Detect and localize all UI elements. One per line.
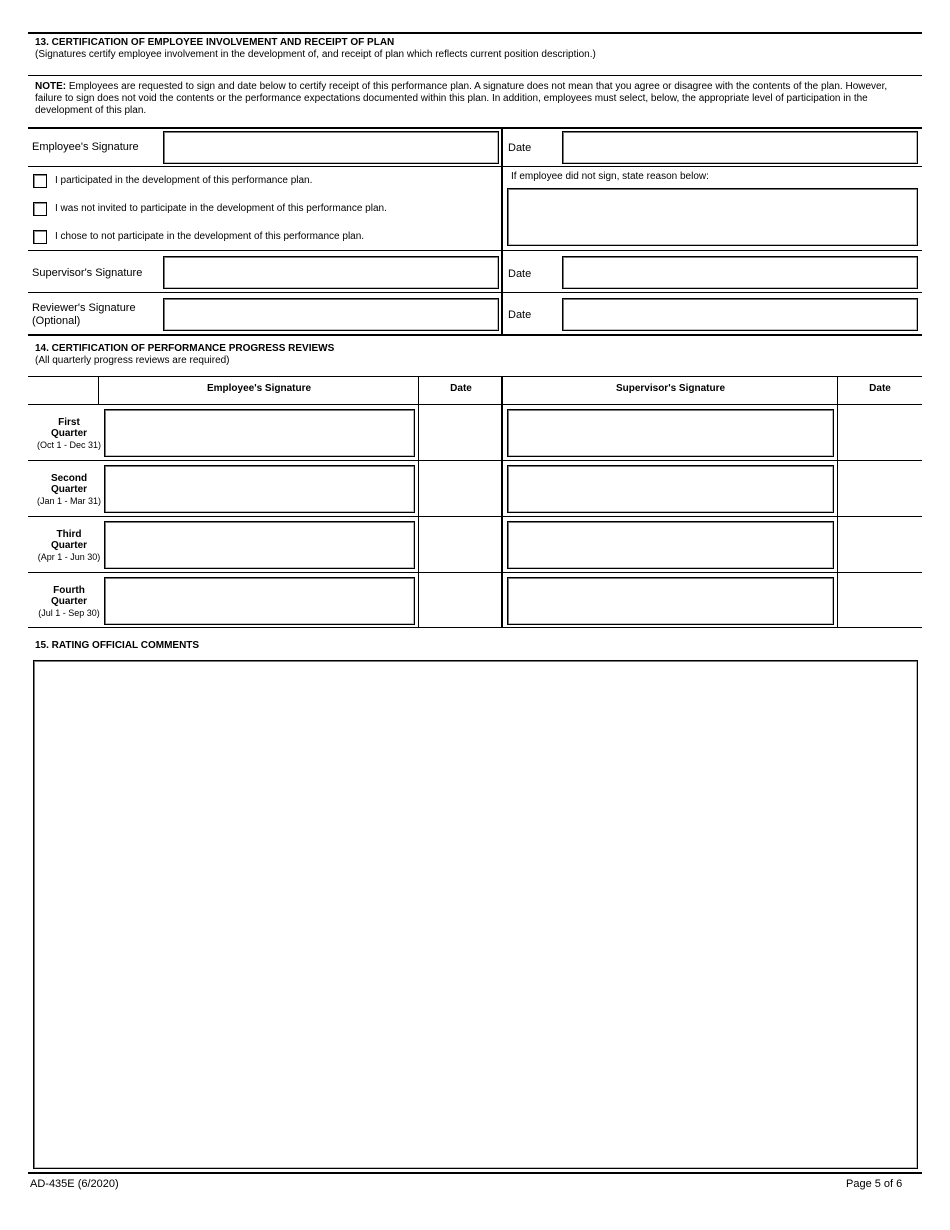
reviewer-date-label: Date [508, 309, 532, 321]
quarter-word: Quarter [50, 596, 88, 607]
supervisor-date-field[interactable] [562, 256, 918, 289]
section14-subtitle: (All quarterly progress reviews are required) [35, 355, 230, 366]
third-quarter-employee-signature-field[interactable] [104, 521, 415, 569]
section13-bottom-rule [28, 334, 922, 336]
quarter-word: Quarter [50, 484, 88, 495]
third-quarter-row-rule [28, 572, 922, 573]
sig-block-divider [501, 127, 503, 335]
quarter-word: Quarter [50, 540, 88, 551]
employee-date-field[interactable] [562, 131, 918, 164]
section15-title: 15. RATING OFFICIAL COMMENTS [35, 640, 200, 651]
employee-row-rule [28, 166, 922, 167]
quarter-name: Second [50, 473, 88, 484]
reviewer-signature-label: Reviewer's Signature [32, 302, 136, 314]
first-quarter-label [28, 417, 110, 450]
form-id: AD-435E (6/2020) [30, 1178, 119, 1190]
quarter-range: (Oct 1 - Dec 31) [36, 440, 101, 450]
rating-official-comments-field[interactable] [33, 660, 918, 1169]
review-col-divider-1 [98, 376, 99, 405]
review-table-top-rule [28, 376, 922, 377]
review-header-date: Date [450, 383, 472, 394]
review-header-rule [28, 404, 922, 405]
quarter-name: First [58, 417, 80, 428]
quarter-name: Third [56, 529, 82, 540]
employee-date-label: Date [508, 142, 532, 154]
reviewer-optional-label: (Optional) [32, 315, 81, 327]
chose-not-label: I chose to not participate in the development of this performance plan. [55, 231, 365, 242]
fourth-quarter-label [28, 585, 110, 618]
reason-field[interactable] [507, 188, 918, 246]
sig-block-top-rule [28, 127, 922, 129]
quarter-range: (Apr 1 - Jun 30) [37, 552, 101, 562]
reviewer-date-field[interactable] [562, 298, 918, 331]
supervisor-date-label: Date [508, 268, 532, 280]
review-col-divider-4 [837, 376, 838, 628]
review-header-date-2: Date [869, 383, 891, 394]
third-quarter-supervisor-signature-field[interactable] [507, 521, 834, 569]
reviewer-signature-field[interactable] [163, 298, 499, 331]
second-quarter-row-rule [28, 516, 922, 517]
footer-rule [28, 1172, 922, 1174]
section14-title: 14. CERTIFICATION OF PERFORMANCE PROGRESS REVIEWS [35, 343, 335, 354]
section13-title: 13. CERTIFICATION OF EMPLOYEE INVOLVEMENT AND RECEIPT OF PLAN [35, 37, 395, 48]
participated-checkbox[interactable] [33, 174, 47, 188]
quarter-name: Fourth [53, 585, 85, 596]
review-header-employee-signature: Employee's Signature [206, 383, 312, 394]
employee-signature-label: Employee's Signature [32, 141, 139, 153]
fourth-quarter-row-rule [28, 627, 922, 628]
section13-top-rule [28, 32, 922, 34]
note-text: Employees are requested to sign and date below to certify receipt of this performance plan. A signature does not mean that you agree or disagree with the contents of the plan. However, failure to sign does not void the contents or the performance expectations documented within this plan. In addition, employees must select, below, the appropriate level of participation in the development of this plan. [35, 81, 888, 116]
supervisor-signature-field[interactable] [163, 256, 499, 289]
employee-signature-field[interactable] [163, 131, 499, 164]
supervisor-row-rule [28, 292, 922, 293]
note-label: NOTE: [35, 81, 67, 92]
review-col-divider-2 [418, 376, 419, 628]
second-quarter-supervisor-signature-field[interactable] [507, 465, 834, 513]
chose-not-checkbox[interactable] [33, 230, 47, 244]
first-quarter-row-rule [28, 460, 922, 461]
note-paragraph [35, 81, 910, 117]
review-col-divider-3 [501, 376, 503, 628]
section13-subtitle: (Signatures certify employee involvement in the development of, and receipt of plan which reflects current position description.) [35, 49, 596, 60]
quarter-range: (Jul 1 - Sep 30) [38, 608, 100, 618]
second-quarter-label [28, 473, 110, 506]
second-quarter-employee-signature-field[interactable] [104, 465, 415, 513]
first-quarter-employee-signature-field[interactable] [104, 409, 415, 457]
options-row-rule [28, 250, 922, 251]
note-top-rule [28, 75, 922, 76]
quarter-range: (Jan 1 - Mar 31) [36, 496, 102, 506]
reason-label: If employee did not sign, state reason below: [511, 171, 709, 182]
fourth-quarter-employee-signature-field[interactable] [104, 577, 415, 625]
participated-label: I participated in the development of this performance plan. [55, 175, 313, 186]
page-number: Page 5 of 6 [846, 1178, 903, 1190]
not-invited-label: I was not invited to participate in the development of this performance plan. [55, 203, 387, 214]
third-quarter-label [28, 529, 110, 562]
not-invited-checkbox[interactable] [33, 202, 47, 216]
first-quarter-supervisor-signature-field[interactable] [507, 409, 834, 457]
quarter-word: Quarter [50, 428, 88, 439]
fourth-quarter-supervisor-signature-field[interactable] [507, 577, 834, 625]
review-header-supervisor-signature: Supervisor's Signature [615, 383, 726, 394]
supervisor-signature-label: Supervisor's Signature [32, 267, 143, 279]
